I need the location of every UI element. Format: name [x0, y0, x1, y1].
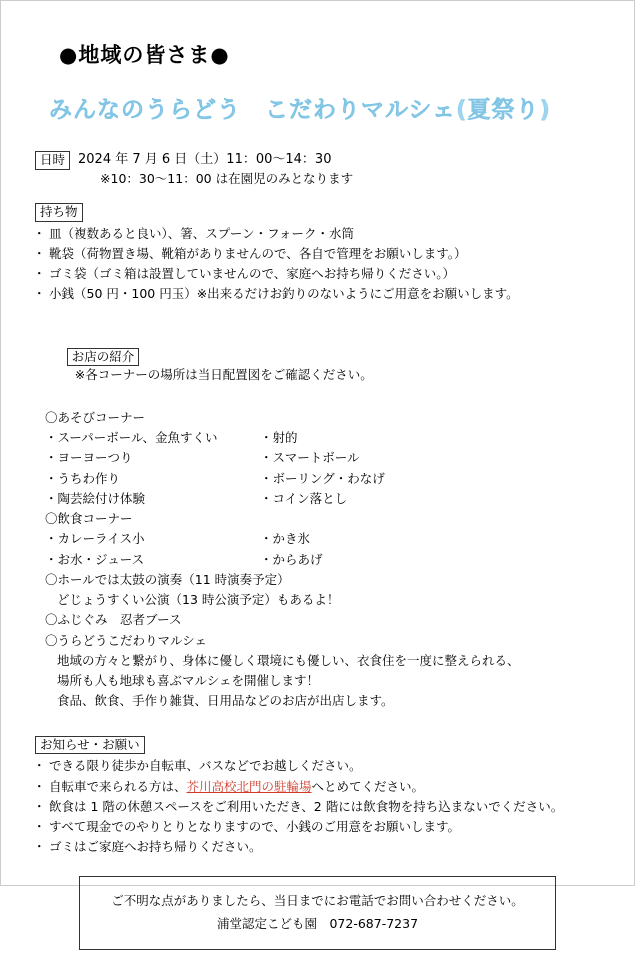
marche-line-1: 地域の方々と繋がり、身体に優しく環境にも優しい、衣食住を一度に整えられる、 — [57, 652, 520, 668]
asobi-heading: 〇あそびコーナー — [45, 409, 146, 425]
belongings-label: 持ち物 — [35, 203, 83, 222]
spacer — [35, 319, 600, 329]
list-item: ・お水・ジュース — [45, 551, 145, 567]
fujigumi-line: 〇ふじぐみ 忍者ブース — [45, 612, 182, 628]
asobi-left-column — [45, 428, 260, 509]
notice-label: お知らせ・お願い — [35, 736, 145, 755]
list-item: ・射的 — [260, 430, 298, 446]
asobi-columns — [35, 428, 600, 509]
list-item: ・ ゴミはご家庭へお持ち帰りください。 — [35, 837, 600, 857]
contact-line-2: 浦堂認定こども園 072-687-7237 — [216, 915, 419, 931]
list-item: ・ボーリング・わなげ — [260, 470, 385, 486]
food-left-column — [45, 529, 260, 570]
asobi-right-column — [260, 428, 385, 509]
section-notice — [35, 736, 600, 858]
marche-line-3: 食品、飲食、手作り雑貨、日用品などのお店が出店します。 — [57, 693, 394, 709]
notice-text-before: 自転車で来られる方は、 — [49, 778, 187, 794]
section-shops — [35, 329, 600, 712]
page-title: ●地域の皆さま● — [59, 43, 230, 67]
list-item: ・ 飲食は 1 階の休憩スペースをご利用いただき、2 階には飲食物を持ち込まないでください。 — [35, 797, 600, 817]
marche-heading: 〇うらどうこだわりマルシェ — [45, 632, 207, 648]
datetime-content — [70, 150, 600, 189]
notice-label-row — [35, 736, 600, 755]
food-right-column — [260, 529, 323, 570]
section-datetime — [35, 150, 600, 189]
notice-list — [35, 756, 600, 857]
list-item: ・コイン落とし — [260, 490, 348, 506]
datetime-note: ※10：30〜11：00 は在園児のみとなります — [100, 171, 354, 187]
list-item: ・ ゴミ袋（ゴミ箱は設置していませんので、家庭へお持ち帰りください。） — [35, 264, 600, 284]
list-item: ・ 小銭（50 円・100 円玉）※出来るだけお釣りのないようにご用意をお願いします。 — [35, 284, 600, 304]
list-item: ・ 靴袋（荷物置き場、靴箱がありませんので、各自で管理をお願いします。） — [35, 244, 600, 264]
belongings-label-row — [35, 203, 600, 222]
list-item: ・ 皿（複数あると良い）、箸、スプーン・フォーク・水筒 — [35, 224, 600, 244]
contact-line-1: ご不明な点がありましたら、当日までにお電話でお問い合わせください。 — [111, 892, 524, 908]
hall-line-1: 〇ホールでは太鼓の演奏（11 時演奏予定） — [45, 571, 290, 587]
food-heading: 〇飲食コーナー — [45, 511, 133, 527]
shops-headnote: ※各コーナーの場所は当日配置図をご確認ください。 — [74, 367, 373, 383]
list-item: ・カレーライス小 — [45, 531, 145, 547]
list-item: ・ヨーヨーつり — [45, 450, 133, 466]
list-item: ・スマートボール — [260, 450, 360, 466]
page-subtitle: みんなのうらどう こだわりマルシェ(夏祭り) — [49, 97, 551, 123]
datetime-value: 2024 年 7 月 6 日（土）11：00〜14：30 — [78, 152, 332, 167]
spacer — [35, 726, 600, 736]
section-belongings — [35, 203, 600, 305]
list-item: ・からあげ — [260, 551, 323, 567]
datetime-label: 日時 — [35, 151, 70, 170]
notice-highlight: 芥川高校北門の駐輪場 — [186, 778, 312, 794]
belongings-list — [35, 224, 600, 305]
notice-text-after: へとめてください。 — [311, 778, 425, 794]
list-item: ・うちわ作り — [45, 470, 121, 486]
marche-line-2: 場所も人も地球も喜ぶマルシェを開催します！ — [57, 673, 319, 689]
shops-label: お店の紹介 — [67, 348, 140, 367]
datetime-label-col — [35, 150, 70, 170]
list-item: ・ すべて現金でのやりとりとなりますので、小銭のご用意をお願いします。 — [35, 817, 600, 837]
list-item: ・ できる限り徒歩か自転車、バスなどでお越しください。 — [35, 756, 600, 776]
list-item: ・かき氷 — [260, 531, 311, 547]
contact-box — [79, 876, 556, 950]
shops-label-row — [35, 329, 600, 404]
food-columns — [35, 529, 600, 570]
list-item — [35, 777, 600, 797]
hall-line-2: どじょうすくい公演（13 時公演予定）もあるよ！ — [57, 592, 340, 608]
flyer-content — [1, 1, 634, 960]
list-item: ・スーパーボール、金魚すくい — [45, 430, 218, 446]
list-item: ・陶芸絵付け体験 — [45, 490, 146, 506]
